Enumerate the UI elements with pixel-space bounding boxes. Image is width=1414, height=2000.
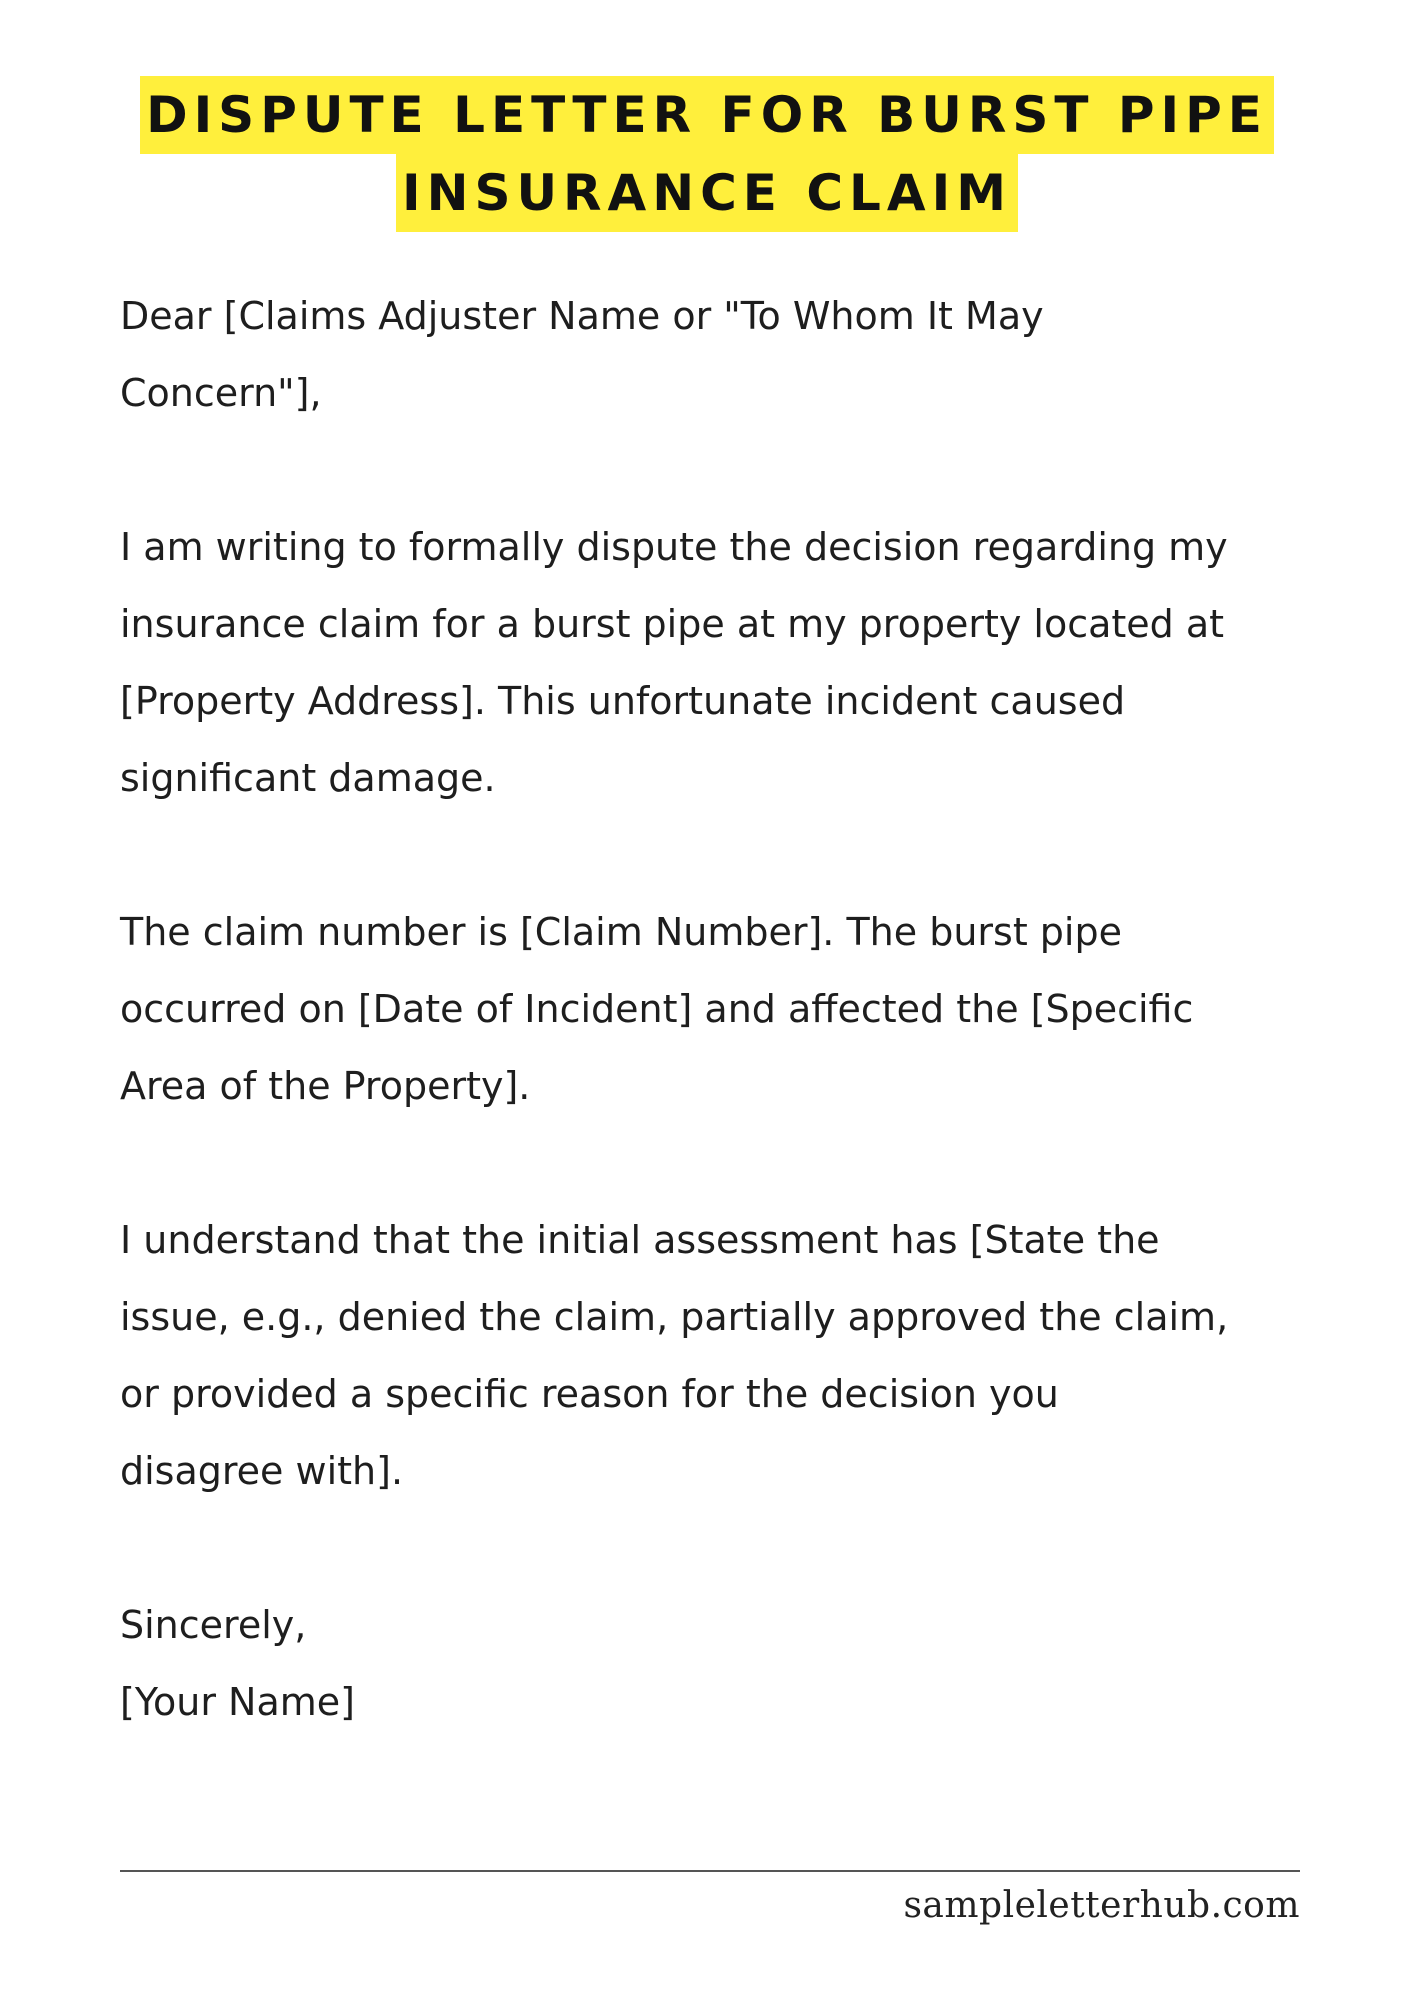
salutation: Dear [Claims Adjuster Name or "To Whom It May Concern"], [120,294,1044,415]
title-line-1: DISPUTE LETTER FOR BURST PIPE [140,76,1274,154]
letter-body [120,278,1370,1741]
closing: Sincerely, [120,1603,307,1647]
footer-site: sampleletterhub.com [903,1885,1300,1926]
paragraph-assessment: I understand that the initial assessment has [State the issue, e.g., denied the claim, partially approved the claim, or provided a specific reason for the decision you disagree with]. [120,1218,1229,1493]
title-line-2: INSURANCE CLAIM [396,154,1018,232]
footer-divider [120,1870,1300,1872]
signature: [Your Name] [120,1680,355,1724]
document-title [0,76,1414,232]
paragraph-intro: I am writing to formally dispute the decision regarding my insurance claim for a burst pipe at my property located at [Property Address]. This unfortunate incident caused significant damage. [120,525,1228,800]
paragraph-claim-details: The claim number is [Claim Number]. The burst pipe occurred on [Date of Incident] and affected the [Specific Area of the Property]. [120,910,1194,1108]
